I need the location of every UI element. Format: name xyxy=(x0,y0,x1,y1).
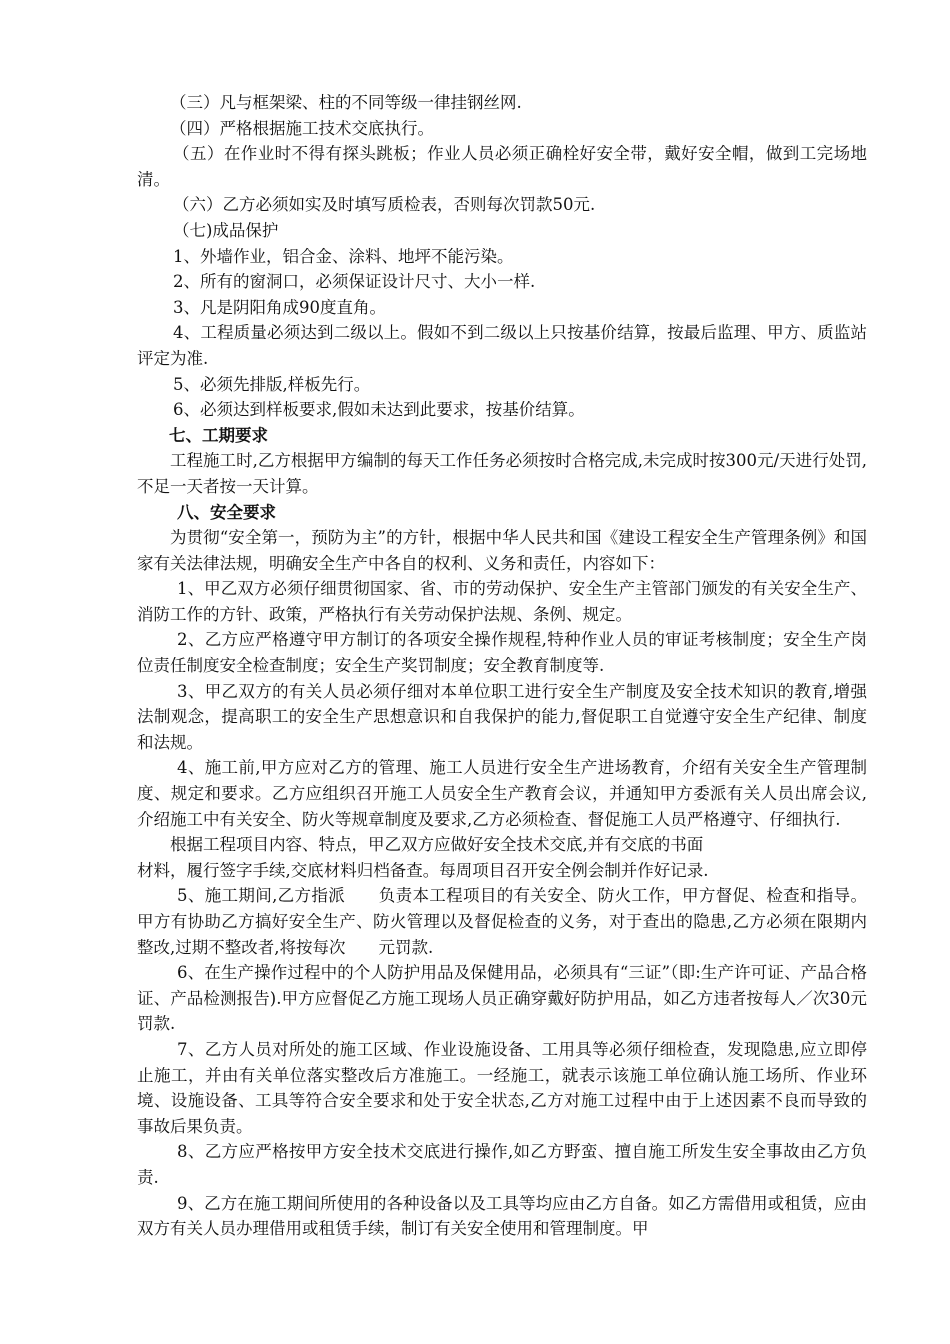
paragraph: 材料，履行签字手续,交底材料归档备查。每周项目召开安全例会制并作好记录. xyxy=(137,860,709,880)
paragraph: （四）严格根据施工技术交底执行。 xyxy=(170,118,434,138)
paragraph: 2、乙方应严格遵守甲方制订的各项安全操作规程,特种作业人员的审证考核制度；安全生产岗位责任制度安全检查制度；安全生产奖罚制度；安全教育制度等. xyxy=(137,630,867,676)
paragraph: （六）乙方必须如实及时填写质检表，否则每次罚款50元. xyxy=(173,195,596,215)
paragraph: 5、必须先排版,样板先行。 xyxy=(173,374,371,394)
paragraph: 工程施工时,乙方根据甲方编制的每天工作任务必须按时合格完成,未完成时按300元/天进行处罚,不足一天者按一天计算。 xyxy=(137,451,867,496)
paragraph: （五）在作业时不得有探头跳板；作业人员必须正确栓好安全带，戴好安全帽，做到工完场地清。 xyxy=(137,144,867,189)
paragraph: 2、所有的窗洞口，必须保证设计尺寸、大小一样. xyxy=(173,272,536,292)
paragraph: 1、甲乙双方必须仔细贯彻国家、省、市的劳动保护、安全生产主管部门颁发的有关安全生产、消防工作的方针、政策，严格执行有关劳动保护法规、条例、规定。 xyxy=(137,579,867,624)
paragraph: 为贯彻“安全第一，预防为主”的方针，根据中华人民共和国《建设工程安全生产管理条例》和国家有关法律法规，明确安全生产中各自的权利、义务和责任，内容如下： xyxy=(137,528,867,573)
paragraph: 3、凡是阴阳角成90度直角。 xyxy=(173,297,386,317)
paragraph: 4、工程质量必须达到二级以上。假如不到二级以上只按基价结算，按最后监理、甲方、质监站评定为准. xyxy=(137,323,867,368)
document-body xyxy=(137,90,867,1242)
paragraph: 5、施工期间,乙方指派 负责本工程项目的有关安全、防火工作，甲方督促、检查和指导。甲方有协助乙方搞好安全生产、防火管理以及督促检查的义务，对于查出的隐患,乙方必须在限期内整改,过期不整改者,将按每次 元罚款. xyxy=(137,886,867,957)
section-heading: 七、工期要求 xyxy=(169,425,268,445)
paragraph: 9、乙方在施工期间所使用的各种设备以及工具等均应由乙方自备。如乙方需借用或租赁，应由双方有关人员办理借用或租赁手续，制订有关安全使用和管理制度。甲 xyxy=(137,1193,867,1239)
paragraph: （三）凡与框架梁、柱的不同等级一律挂钢丝网. xyxy=(170,93,522,112)
paragraph: 4、施工前,甲方应对乙方的管理、施工人员进行安全生产进场教育，介绍有关安全生产管理制度、规定和要求。乙方应组织召开施工人员安全生产教育会议，并通知甲方委派有关人员出席会议,介绍施工中有关安全、防火等规章制度及要求,乙方必须检查、督促施工人员严格遵守、仔细执行. xyxy=(137,758,867,829)
paragraph: 1、外墙作业，铝合金、涂料、地坪不能污染。 xyxy=(173,246,514,266)
section-heading: 八、安全要求 xyxy=(177,502,276,522)
paragraph: 根据工程项目内容、特点，甲乙双方应做好安全技术交底,并有交底的书面 xyxy=(170,835,704,855)
paragraph: 7、乙方人员对所处的施工区域、作业设施设备、工用具等必须仔细检查，发现隐患,应立即停止施工，并由有关单位落实整改后方准施工。一经施工，就表示该施工单位确认施工场所、作业环境、设施设备、工具等符合安全要求和处于安全状态,乙方对施工过程中由于上述因素不良而导致的事故后果负责。 xyxy=(137,1039,867,1136)
paragraph: （七)成品保护 xyxy=(173,220,279,240)
paragraph: 8、乙方应严格按甲方安全技术交底进行操作,如乙方野蛮、擅自施工所发生安全事故由乙方负责. xyxy=(137,1142,867,1187)
paragraph: 6、在生产操作过程中的个人防护用品及保健用品，必须具有“三证”（即:生产许可证、产品合格证、产品检测报告).甲方应督促乙方施工现场人员正确穿戴好防护用品，如乙方违者按每人／次30元罚款. xyxy=(137,963,867,1034)
paragraph: 3、甲乙双方的有关人员必须仔细对本单位职工进行安全生产制度及安全技术知识的教育,增强法制观念，提高职工的安全生产思想意识和自我保护的能力,督促职工自觉遵守安全生产纪律、制度和法规。 xyxy=(137,681,867,752)
paragraph: 6、必须达到样板要求,假如未达到此要求，按基价结算。 xyxy=(173,400,585,420)
